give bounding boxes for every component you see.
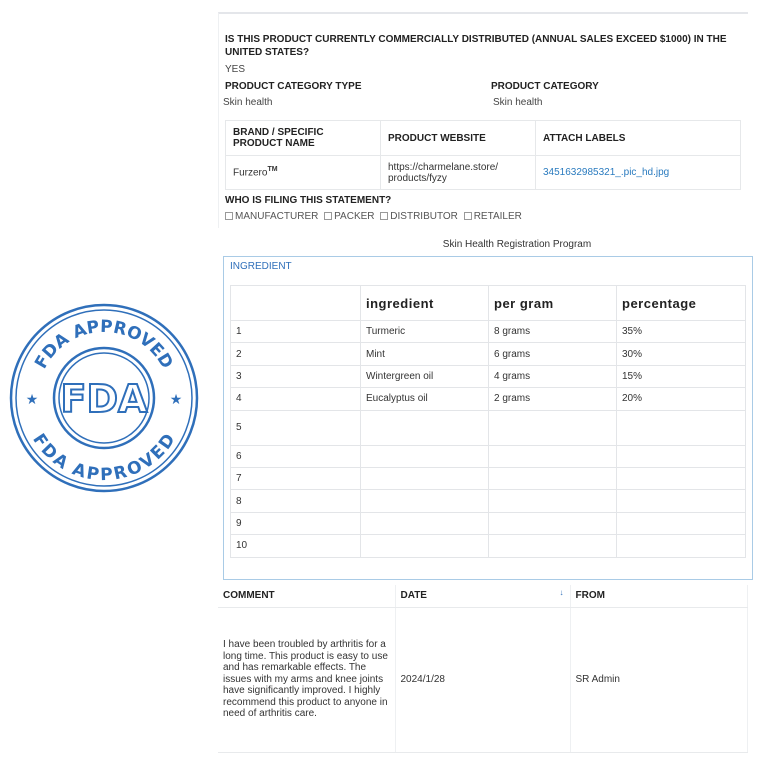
per-gram-value [489,490,617,512]
category-type-label: PRODUCT CATEGORY TYPE [225,81,362,92]
filer-options [225,211,522,222]
product-table [225,120,741,190]
fda-approved-seal [8,302,200,494]
header-ingredient: ingredient [361,286,489,321]
header-per-gram: per gram [489,286,617,321]
ingredient-section-label: INGREDIENT [230,261,292,272]
row-index: 2 [231,343,361,365]
per-gram-value: 2 grams [489,388,617,410]
row-index: 3 [231,365,361,387]
website-cell: https://charmelane.store/ products/fyzy [381,156,536,190]
per-gram-value [489,512,617,534]
row-index: 5 [231,410,361,445]
brand-name: Furzero [233,167,268,179]
per-gram-value [489,535,617,557]
category-type-value: Skin health [223,97,273,108]
ingredient-row [231,365,746,387]
sort-down-arrow-icon[interactable]: ↓ [559,588,564,597]
ingredient-name [361,410,489,445]
header-comment[interactable]: COMMENT [218,585,395,607]
label-file-link[interactable]: 3451632985321_.pic_hd.jpg [536,156,741,190]
header-labels: ATTACH LABELS [536,121,741,156]
header-percentage: percentage [617,286,746,321]
percentage-value [617,512,746,534]
ingredient-row [231,512,746,534]
ingredient-name: Wintergreen oil [361,365,489,387]
row-index: 8 [231,490,361,512]
checkbox-manufacturer[interactable]: MANUFACTURER [225,211,318,222]
comment-date: 2024/1/28 [395,607,570,752]
row-index: 6 [231,445,361,467]
ingredient-name [361,512,489,534]
ingredient-row [231,490,746,512]
filer-question: WHO IS FILING THIS STATEMENT? [225,195,392,206]
row-index: 10 [231,535,361,557]
ingredient-row [231,388,746,410]
header-website: PRODUCT WEBSITE [381,121,536,156]
header-brand: BRAND / SPECIFIC PRODUCT NAME [226,121,381,156]
star-icon: ★ [25,391,39,407]
checkbox-retailer[interactable]: RETAILER [464,211,522,222]
category-label: PRODUCT CATEGORY [491,81,599,92]
seal-bottom-text: FDA APPROVED [28,430,180,486]
per-gram-value [489,445,617,467]
ingredient-name [361,535,489,557]
ingredient-row [231,535,746,557]
ingredient-name [361,445,489,467]
percentage-value: 15% [617,365,746,387]
distribution-answer: YES [225,64,246,75]
ingredient-row [231,321,746,343]
ingredient-name [361,490,489,512]
seal-top-text: FDA APPROVED [31,316,177,373]
ingredient-name: Mint [361,343,489,365]
ingredient-row [231,467,746,489]
comment-row [218,607,748,752]
percentage-value [617,410,746,445]
per-gram-value [489,467,617,489]
checkbox-packer[interactable]: PACKER [324,211,374,222]
checkbox-distributor[interactable]: DISTRIBUTOR [380,211,458,222]
ingredient-name: Eucalyptus oil [361,388,489,410]
per-gram-value: 6 grams [489,343,617,365]
comment-text: I have been troubled by arthritis for a long time. This product is easy to use and has remarkable effects. The issues with my arms and knee joints have significantly improved. I highly recommend this product to anyone in need of arthritis care. [218,607,395,752]
trademark: TM [267,166,278,174]
header-index [231,286,361,321]
percentage-value: 30% [617,343,746,365]
header-from[interactable]: FROM [570,585,748,607]
row-index: 9 [231,512,361,534]
star-icon: ★ [169,391,183,407]
per-gram-value [489,410,617,445]
brand-cell [226,156,381,190]
percentage-value: 20% [617,388,746,410]
ingredient-row [231,410,746,445]
header-date[interactable]: DATE ↓ [395,585,570,607]
percentage-value [617,535,746,557]
row-index: 1 [231,321,361,343]
fda-logo: FDA [60,377,148,421]
comments-table [218,585,748,753]
comment-from: SR Admin [570,607,748,752]
ingredient-name: Turmeric [361,321,489,343]
per-gram-value: 4 grams [489,365,617,387]
ingredient-table [230,285,746,558]
ingredient-row [231,343,746,365]
row-index: 4 [231,388,361,410]
ingredient-name [361,467,489,489]
percentage-value [617,445,746,467]
percentage-value [617,467,746,489]
percentage-value [617,490,746,512]
category-value: Skin health [493,97,543,108]
program-title: Skin Health Registration Program [442,239,592,250]
per-gram-value: 8 grams [489,321,617,343]
distribution-question: IS THIS PRODUCT CURRENTLY COMMERCIALLY DISTRIBUTED (ANNUAL SALES EXCEED $1000) IN THE UNITED STATES? [225,34,727,58]
ingredient-row [231,445,746,467]
percentage-value: 35% [617,321,746,343]
row-index: 7 [231,467,361,489]
